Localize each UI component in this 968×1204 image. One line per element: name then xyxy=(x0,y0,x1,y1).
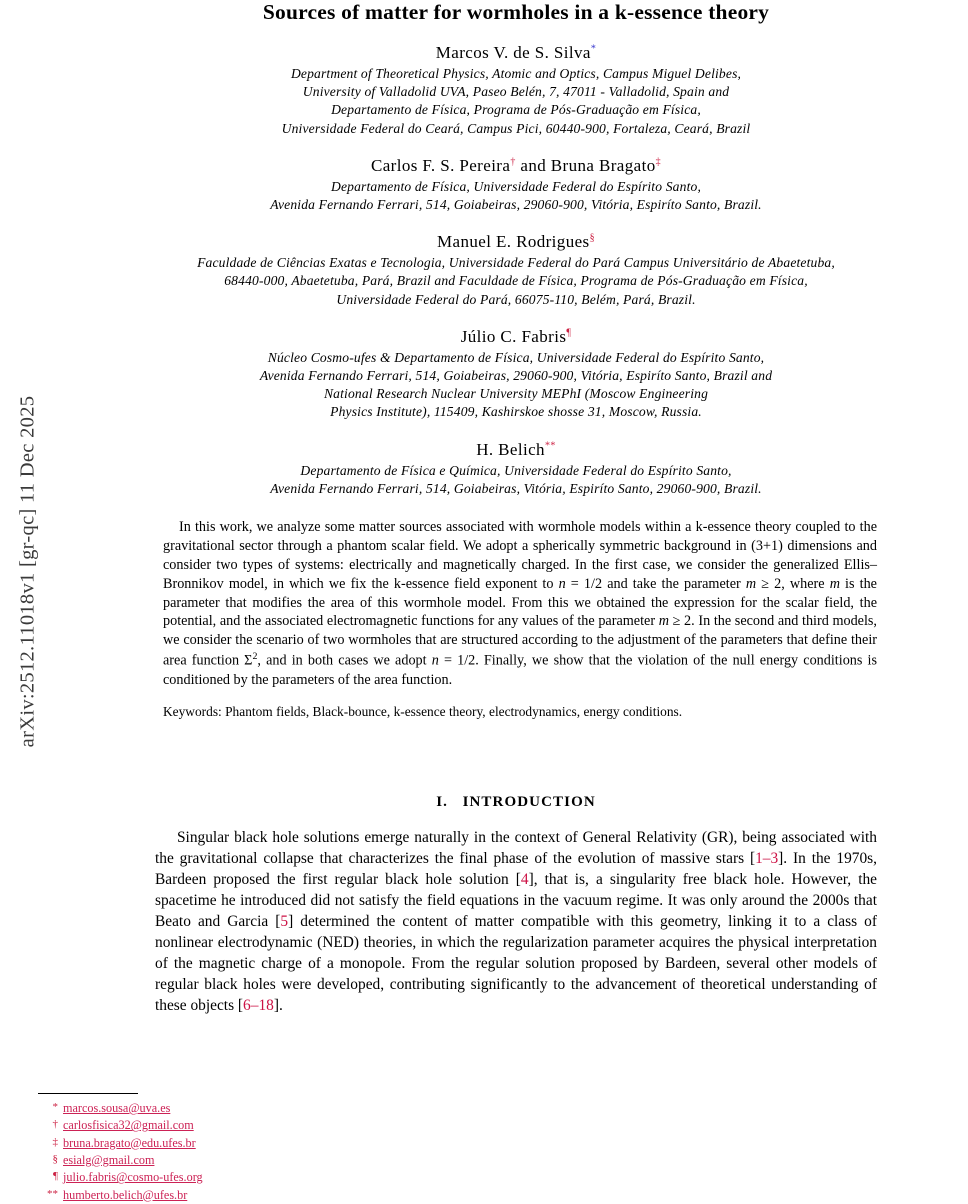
author-name: Júlio C. Fabris¶ xyxy=(460,326,572,346)
footnote-marker[interactable]: ** xyxy=(544,439,556,451)
footnote-marker: § xyxy=(52,1152,58,1165)
page-title: Sources of matter for wormholes in a k-essence theory xyxy=(262,0,770,24)
author-block xyxy=(155,232,877,309)
footnote-email-link[interactable]: humberto.belich@ufes.br xyxy=(63,1187,188,1202)
footnote-email-link[interactable]: esialg@gmail.com xyxy=(63,1152,155,1167)
author-block xyxy=(155,327,877,422)
footnote-marker[interactable]: * xyxy=(590,43,597,55)
section-number: I. xyxy=(436,793,448,810)
author-affiliation: Faculdade de Ciências Exatas e Tecnologia, Universidade Federal do Pará Campus Universitário de Abaetetuba, 68440-000, Abaetetuba, Pará, Brazil and Faculdade de Física, Programa de Pós-Graduação em Física, Universidade Federal do Pará, 66075-110, Belém, Pará, Brazil. xyxy=(197,255,835,307)
footnote-marker[interactable]: § xyxy=(589,232,595,244)
author-name: Carlos F. S. Pereira† and Bruna Bragato‡ xyxy=(371,155,661,175)
intro-paragraph: Singular black hole solutions emerge naturally in the context of General Relativity (GR), being associated with the gravitational collapse that characterizes the final phase of the evolution of massive stars [1–3]. In the 1970s, Bardeen proposed the first regular black hole solution [4], that is, a singularity free black hole. However, the spacetime he introduced did not satisfy the field equations in the vacuum regime. It was only around the 2000s that Beato and Garcia [5] determined the content of matter compatible with this geometry, linking it to a class of nonlinear electrodynamic (NED) theories, in which the regularization parameter acquires the physical interpretation of the magnetic charge of a monopole. From the regular solution proposed by Bardeen, several other models of regular black holes were developed, contributing significantly to the advancement of theoretical understanding of these objects [6–18]. xyxy=(155,828,878,1015)
footnote-marker: ‡ xyxy=(52,1135,58,1148)
author-name: Marcos V. de S. Silva* xyxy=(435,43,597,62)
footnote-email-link[interactable]: marcos.sousa@uva.es xyxy=(63,1101,171,1115)
citation-link[interactable]: 4 xyxy=(520,870,529,888)
footnote-item xyxy=(36,1117,536,1134)
keywords: Keywords: Phantom fields, Black-bounce, k-essence theory, electrodynamics, energy conditions. xyxy=(163,703,683,719)
author-name: H. Belich** xyxy=(476,439,556,459)
footnotes xyxy=(36,1100,536,1204)
footnote-divider xyxy=(38,1093,138,1094)
author-affiliation: Departamento de Física e Química, Universidade Federal do Espírito Santo, Avenida Fernando Ferrari, 514, Goiabeiras, Vitória, Espiríto Santo, 29060-900, Brazil. xyxy=(270,462,762,496)
author-affiliation: Departamento de Física, Universidade Federal do Espírito Santo, Avenida Fernando Ferrari, 514, Goiabeiras, 29060-900, Vitória, Espiríto Santo, Brazil. xyxy=(270,178,762,213)
footnote-marker[interactable]: † xyxy=(510,156,516,168)
arxiv-stamp: arXiv:2512.11018v1 [gr-qc] 11 Dec 2025 xyxy=(16,395,39,748)
author-name: Manuel E. Rodrigues§ xyxy=(437,232,595,252)
footnote-marker: † xyxy=(52,1118,58,1131)
footnote-item xyxy=(36,1135,536,1152)
author-block xyxy=(155,43,877,138)
author-affiliation: Department of Theoretical Physics, Atomic and Optics, Campus Miguel Delibes, University of Valladolid UVA, Paseo Belén, 7, 47011 - Valladolid, Spain and Departamento de Física, Programa de Pós-Graduação em Física, Universidade Federal do Ceará, Campus Pici, 60440-900, Fortaleza, Ceará, Brazil xyxy=(281,66,751,136)
footnote-email-link[interactable]: carlosfisica32@gmail.com xyxy=(63,1118,194,1133)
footnote-marker: * xyxy=(52,1101,58,1113)
author-block xyxy=(155,156,877,214)
footnote-item xyxy=(36,1169,536,1186)
footnote-email-link[interactable]: julio.fabris@cosmo-ufes.org xyxy=(63,1170,203,1185)
footnote-email-link[interactable]: bruna.bragato@edu.ufes.br xyxy=(63,1135,196,1150)
footnote-marker[interactable]: ‡ xyxy=(655,156,661,168)
footnote-item xyxy=(36,1187,536,1204)
footnote-item xyxy=(36,1100,536,1117)
section-heading xyxy=(155,794,877,811)
footnote-marker: ¶ xyxy=(53,1170,58,1183)
section-name: INTRODUCTION xyxy=(462,793,596,810)
citation-link[interactable]: 6–18 xyxy=(243,997,274,1015)
author-block xyxy=(155,440,877,498)
footnote-marker: ** xyxy=(47,1187,58,1200)
footnote-marker[interactable]: ¶ xyxy=(566,327,572,339)
citation-link[interactable]: 5 xyxy=(280,913,289,931)
abstract: In this work, we analyze some matter sources associated with wormhole models within a k-essence theory coupled to the gravitational sector through a phantom scalar field. We adopt a spherically symmetric background in (3+1) dimensions and consider two types of systems: electrically and magnetically charged. In the first case, we consider the generalized Ellis–Bronnikov model, in which we fix the k-essence field exponent to n = 1/2 and take the parameter m ≥ 2, where m is the parameter that modifies the area of this wormhole model. From this we obtained the expression for the scalar field, the potential, and the associated electromagnetic functions for any values of the parameter m ≥ 2. In the second and third models, we consider the scenario of two wormholes that are structured according to the adjustment of the parameters that define their area function $\Sigma^2$, and in both cases we adopt n = 1/2. Finally, we show that the violation of the null energy conditions is conditioned by the parameters of the area function. xyxy=(163,519,878,688)
citation-link[interactable]: 1–3 xyxy=(755,849,779,867)
paper-content xyxy=(155,0,877,1017)
footnote-item xyxy=(36,1152,536,1169)
author-affiliation: Núcleo Cosmo-ufes & Departamento de Física, Universidade Federal do Espírito Santo, Avenida Fernando Ferrari, 514, Goiabeiras, 29060-900, Vitória, Espiríto Santo, Brazil and National Research Nuclear University MEPhI (Moscow Engineering Physics Institute), 115409, Kashirskoe shosse 31, Moscow, Russia. xyxy=(259,349,773,420)
